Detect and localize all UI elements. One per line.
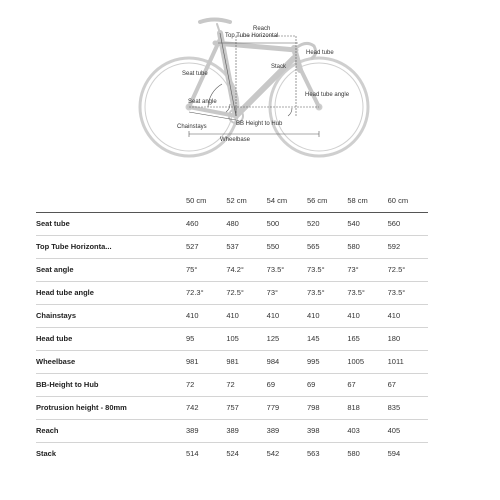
table-cell: 403 xyxy=(347,419,387,442)
row-label: Protrusion height - 80mm xyxy=(36,396,186,419)
table-cell: 550 xyxy=(267,235,307,258)
table-cell: 580 xyxy=(347,449,360,459)
size-header: 56 cm xyxy=(306,196,328,206)
table-cell: 73° xyxy=(267,281,307,304)
table-cell: 67 xyxy=(347,373,387,396)
bike-geometry-diagram xyxy=(0,0,500,165)
table-cell: 527 xyxy=(186,235,226,258)
table-cell: 72.3° xyxy=(186,281,226,304)
table-cell: 742 xyxy=(186,396,226,419)
table-cell: 1005 xyxy=(347,350,387,373)
table-cell: 592 xyxy=(388,235,428,258)
table-cell: 514 xyxy=(186,449,199,459)
table-header-row xyxy=(36,190,428,212)
table-cell: 389 xyxy=(186,419,226,442)
table-cell: 981 xyxy=(226,350,266,373)
size-header: 50 cm xyxy=(186,196,207,206)
geometry-table xyxy=(36,190,428,465)
table-cell: 73.5° xyxy=(307,281,347,304)
table-row xyxy=(36,396,428,419)
label-top-tube-horizontal: Top Tube Horizontal xyxy=(225,33,279,39)
table-cell: 410 xyxy=(347,304,387,327)
table-cell: 563 xyxy=(306,449,320,459)
table-row xyxy=(36,212,428,235)
row-label: Seat angle xyxy=(36,258,186,281)
row-label: Chainstays xyxy=(36,304,186,327)
table-cell: 145 xyxy=(307,327,347,350)
table-cell: 460 xyxy=(186,212,226,235)
table-cell: 410 xyxy=(388,304,428,327)
table-row xyxy=(36,350,428,373)
table-cell: 580 xyxy=(347,235,387,258)
row-label: BB-Height to Hub xyxy=(36,373,186,396)
table-row xyxy=(36,419,428,442)
table-cell: 818 xyxy=(347,396,387,419)
table-cell: 520 xyxy=(307,212,347,235)
row-label: Seat tube xyxy=(36,212,186,235)
row-label: Head tube xyxy=(36,327,186,350)
row-label: Top Tube Horizonta... xyxy=(36,235,186,258)
row-label: Reach xyxy=(36,419,186,442)
table-row xyxy=(36,258,428,281)
table-cell: 480 xyxy=(226,212,266,235)
table-cell: 69 xyxy=(307,373,347,396)
table-cell: 410 xyxy=(307,304,347,327)
table-cell: 779 xyxy=(267,396,307,419)
label-stack: Stack xyxy=(271,64,287,70)
table-row xyxy=(36,281,428,304)
table-cell: 180 xyxy=(388,327,428,350)
label-chainstays: Chainstays xyxy=(177,124,207,130)
table-cell: 95 xyxy=(186,327,226,350)
table-cell: 1011 xyxy=(388,350,428,373)
size-header: 54 cm xyxy=(266,196,288,206)
label-reach: Reach xyxy=(253,26,271,32)
table-row xyxy=(36,373,428,396)
label-seat-angle: Seat angle xyxy=(188,99,217,105)
table-cell: 67 xyxy=(388,373,428,396)
table-cell: 72 xyxy=(186,373,226,396)
table-cell: 995 xyxy=(307,350,347,373)
table-cell: 798 xyxy=(307,396,347,419)
table-cell: 75° xyxy=(186,258,226,281)
table-cell: 389 xyxy=(267,419,307,442)
table-cell: 500 xyxy=(267,212,307,235)
table-cell: 410 xyxy=(267,304,307,327)
table-row xyxy=(36,442,428,465)
label-head-tube-angle: Head tube angle xyxy=(305,92,350,98)
table-cell: 981 xyxy=(186,350,226,373)
table-cell: 757 xyxy=(226,396,266,419)
table-cell: 565 xyxy=(307,235,347,258)
table-cell: 73.5° xyxy=(307,258,347,281)
table-cell: 72 xyxy=(226,373,266,396)
table-row xyxy=(36,304,428,327)
table-cell: 398 xyxy=(307,419,347,442)
table-row xyxy=(36,235,428,258)
size-header: 60 cm xyxy=(387,196,409,206)
label-bb-height-to-hub: BB Height to Hub xyxy=(236,121,283,127)
table-cell: 73.5° xyxy=(347,281,387,304)
table-cell: 73° xyxy=(347,258,387,281)
table-cell: 105 xyxy=(226,327,266,350)
label-seat-tube: Seat tube xyxy=(182,71,208,77)
table-cell: 835 xyxy=(388,396,428,419)
table-cell: 410 xyxy=(186,304,226,327)
table-cell: 594 xyxy=(387,449,401,459)
table-cell: 74.2° xyxy=(226,258,266,281)
table-cell: 537 xyxy=(226,235,266,258)
row-label: Head tube angle xyxy=(36,281,186,304)
label-head-tube: Head tube xyxy=(306,50,334,56)
table-cell: 405 xyxy=(388,419,428,442)
table-body xyxy=(36,212,428,465)
table-cell: 73.5° xyxy=(267,258,307,281)
table-row xyxy=(36,327,428,350)
table-cell: 73.5° xyxy=(388,281,428,304)
size-header: 58 cm xyxy=(347,196,368,206)
table-cell: 984 xyxy=(267,350,307,373)
table-cell: 69 xyxy=(267,373,307,396)
size-header: 52 cm xyxy=(226,196,247,206)
table-cell: 72.5° xyxy=(226,281,266,304)
row-label: Stack xyxy=(36,449,57,459)
table-cell: 524 xyxy=(226,449,239,459)
table-cell: 410 xyxy=(226,304,266,327)
row-label: Wheelbase xyxy=(36,350,186,373)
size-header-corner xyxy=(36,190,186,212)
table-cell: 389 xyxy=(226,419,266,442)
table-cell: 125 xyxy=(267,327,307,350)
table-cell: 542 xyxy=(266,449,280,459)
table-cell: 165 xyxy=(347,327,387,350)
table-cell: 560 xyxy=(388,212,428,235)
table-cell: 540 xyxy=(347,212,387,235)
table-cell: 72.5° xyxy=(388,258,428,281)
label-wheelbase: Wheelbase xyxy=(220,137,251,143)
